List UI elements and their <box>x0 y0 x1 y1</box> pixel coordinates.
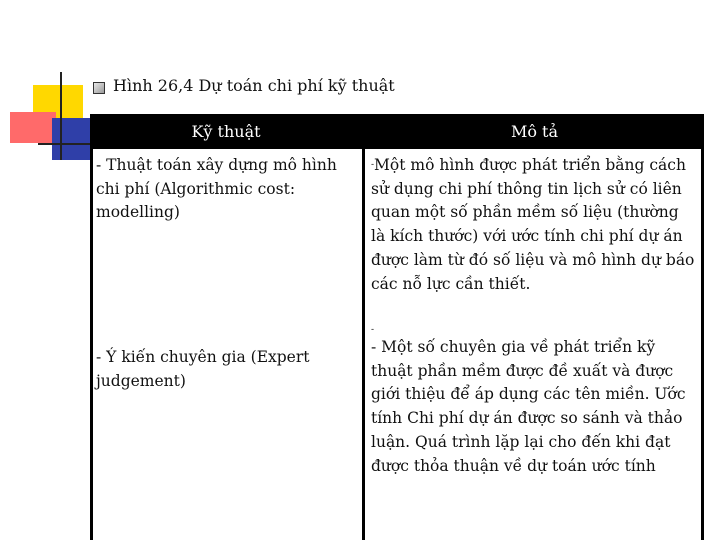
table-border-middle <box>362 149 365 540</box>
square-bullet-icon <box>93 82 105 94</box>
decorative-blue-block <box>52 118 90 160</box>
row1-description-dash: - <box>371 160 375 170</box>
table-border-left <box>90 149 93 540</box>
estimation-techniques-table <box>90 114 704 540</box>
decorative-horizontal-line <box>38 143 90 145</box>
slide-heading: Hình 26,4 Dự toán chi phí kỹ thuật <box>113 76 395 95</box>
decorative-red-block <box>10 112 56 143</box>
table-border-right <box>701 149 704 540</box>
row1-description <box>371 154 697 296</box>
row2-description-mark: - <box>371 325 375 335</box>
row2-description <box>371 324 697 478</box>
header-description: Mô tả <box>510 122 559 141</box>
row2-technique: - Ý kiến chuyên gia (Expert judgement) <box>96 348 310 390</box>
row2-description-text: - Một số chuyên gia về phát triển kỹ thuật phần mềm được đề xuất và được giới thiệu để áp dụng các tên miền. Ước tính Chi phí dự án được so sánh và thảo luận. Quá trình lặp lại cho đến khi đạt được thỏa thuận về dự toán ước tính <box>371 338 686 475</box>
decorative-vertical-line <box>60 72 62 160</box>
table-header-row <box>90 114 704 149</box>
header-technique: Kỹ thuật <box>191 122 261 141</box>
row1-description-text: Một mô hình được phát triển bằng cách sử dụng chi phí thông tin lịch sử có liên quan một số phần mềm số liệu (thường là kích thước) với ước tính chi phí dự án được làm từ đó số liệu và mô hình dự báo các nỗ lực cần thiết. <box>371 156 695 293</box>
row1-technique: - Thuật toán xây dựng mô hình chi phí (Algorithmic cost: modelling) <box>96 156 337 222</box>
